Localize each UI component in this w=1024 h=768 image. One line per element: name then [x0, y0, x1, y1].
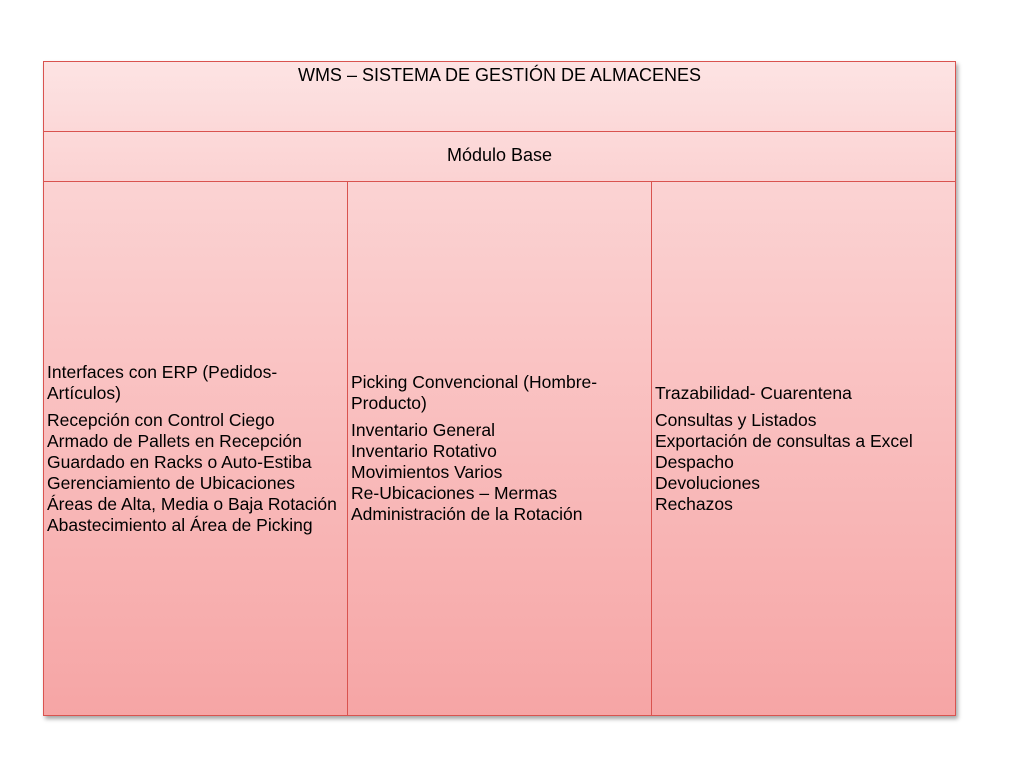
list-item: Picking Convencional (Hombre-Producto)	[351, 372, 598, 413]
column-picking	[348, 182, 652, 715]
list-item: Guardado en Racks o Auto-Estiba	[47, 451, 312, 472]
list-item: Gerenciamiento de Ubicaciones	[47, 472, 296, 493]
column-traceability	[652, 182, 957, 715]
module-columns-row	[44, 182, 955, 715]
column-reception	[44, 182, 348, 715]
column-paragraph	[47, 362, 345, 404]
list-item: Re-Ubicaciones – Mermas	[351, 483, 558, 503]
list-item: Devoluciones	[655, 472, 761, 493]
list-item: Inventario General	[351, 420, 495, 440]
list-item: Abastecimiento al Área de Picking	[47, 514, 313, 535]
column-paragraph	[351, 420, 649, 525]
list-item: Movimientos Varios	[351, 462, 503, 482]
column-paragraph	[47, 410, 345, 536]
table-subtitle-row	[44, 132, 955, 182]
list-item: Rechazos	[655, 493, 733, 514]
table-subtitle: Módulo Base	[446, 145, 553, 165]
column-paragraph	[655, 410, 955, 515]
table-title-row	[44, 62, 955, 132]
column-paragraph	[351, 372, 649, 414]
list-item: Despacho	[655, 451, 734, 472]
list-item: Recepción con Control Ciego	[47, 409, 275, 430]
list-item: Inventario Rotativo	[351, 441, 497, 461]
list-item: Áreas de Alta, Media o Baja Rotación	[47, 493, 337, 514]
column-paragraph	[655, 383, 955, 404]
list-item: Administración de la Rotación	[351, 504, 583, 524]
list-item: Armado de Pallets en Recepción	[47, 430, 302, 451]
table-title: WMS – SISTEMA DE GESTIÓN DE ALMACENES	[297, 65, 702, 85]
list-item: Interfaces con ERP (Pedidos-Artículos)	[47, 361, 278, 403]
list-item: Consultas y Listados	[655, 409, 817, 430]
list-item: Trazabilidad- Cuarentena	[655, 382, 852, 403]
list-item: Exportación de consultas a Excel	[655, 430, 913, 451]
wms-table	[43, 61, 956, 716]
